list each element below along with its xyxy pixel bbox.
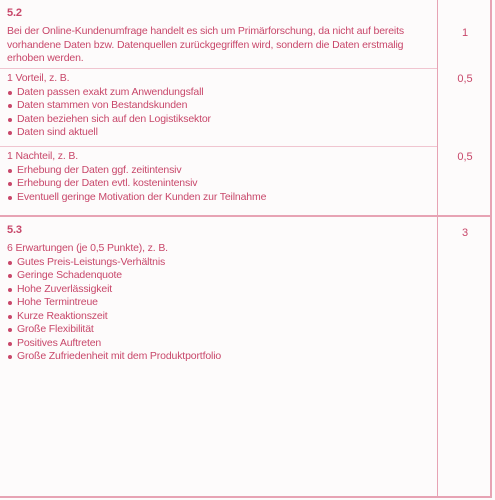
row-divider bbox=[0, 68, 437, 69]
list-item: Gutes Preis-Leistungs-Verhältnis bbox=[7, 256, 432, 270]
list-item: Daten sind aktuell bbox=[7, 126, 432, 140]
list-item: Erhebung der Daten ggf. zeitintensiv bbox=[7, 164, 432, 178]
list-item: Daten stammen von Bestandskunden bbox=[7, 99, 432, 113]
list-item: Eventuell geringe Motivation der Kunden zur Teilnahme bbox=[7, 191, 432, 205]
section-5-3 bbox=[7, 223, 432, 364]
section-5-2-intro bbox=[7, 6, 432, 66]
section-heading: 5.2 bbox=[7, 7, 22, 19]
list-item: Geringe Schadenquote bbox=[7, 269, 432, 283]
expectations-list bbox=[7, 256, 432, 364]
disadvantage-block bbox=[7, 150, 432, 204]
row-divider bbox=[0, 146, 437, 147]
list-item: Große Zufriedenheit mit dem Produktportfolio bbox=[7, 350, 432, 364]
list-item: Hohe Zuverlässigkeit bbox=[7, 283, 432, 297]
points-expectations: 3 bbox=[461, 227, 469, 239]
points-intro: 1 bbox=[461, 27, 469, 39]
points-disadvantage: 0,5 bbox=[457, 151, 473, 163]
disadvantage-list bbox=[7, 164, 432, 205]
section-divider bbox=[0, 215, 492, 217]
list-item: Große Flexibilität bbox=[7, 323, 432, 337]
points-advantage: 0,5 bbox=[457, 73, 473, 85]
section-heading: 5.3 bbox=[7, 224, 22, 236]
advantage-list bbox=[7, 86, 432, 140]
list-item: Kurze Reaktionszeit bbox=[7, 310, 432, 324]
list-item: Hohe Termintreue bbox=[7, 296, 432, 310]
list-item: Positives Auftreten bbox=[7, 337, 432, 351]
intro-paragraph: Bei der Online-Kundenumfrage handelt es sich um Primärforschung, da nicht auf bereits vorhandene Daten bzw. Datenquellen zurückgegriffen wird, sondern die Daten erstmalig erhoben werden. bbox=[7, 25, 404, 64]
advantage-block bbox=[7, 72, 432, 140]
disadvantage-label: 1 Nachteil, z. B. bbox=[7, 150, 78, 162]
expectations-label: 6 Erwartungen (je 0,5 Punkte), z. B. bbox=[7, 242, 168, 254]
list-item: Daten beziehen sich auf den Logistiksektor bbox=[7, 113, 432, 127]
advantage-label: 1 Vorteil, z. B. bbox=[7, 72, 70, 84]
list-item: Daten passen exakt zum Anwendungsfall bbox=[7, 86, 432, 100]
list-item: Erhebung der Daten evtl. kostenintensiv bbox=[7, 177, 432, 191]
